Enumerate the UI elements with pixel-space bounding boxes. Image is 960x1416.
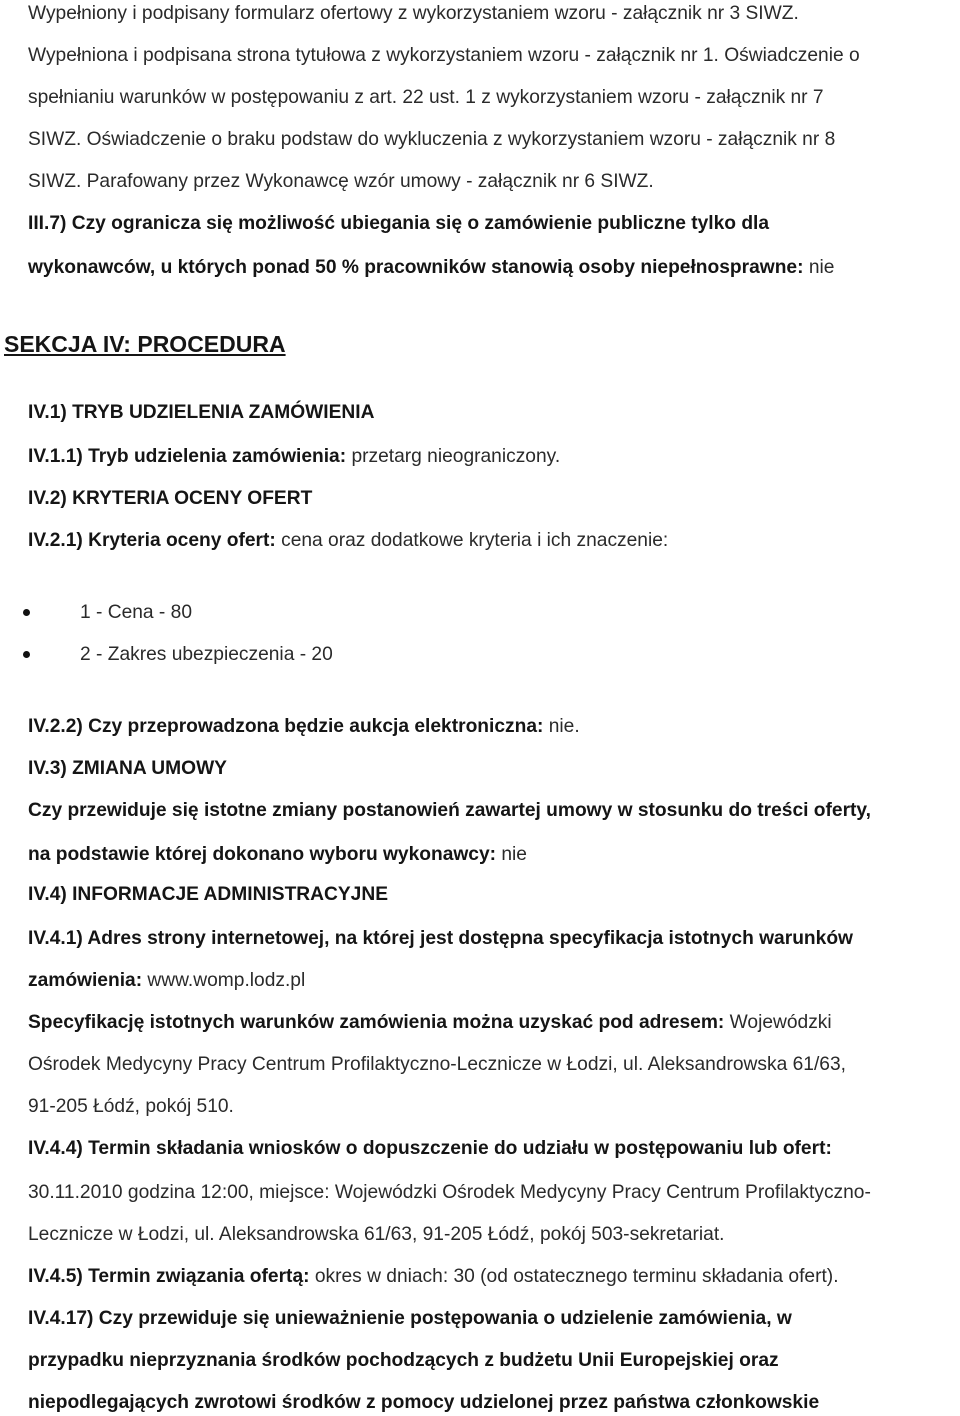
website-url: www.womp.lodz.pl bbox=[142, 970, 306, 991]
subsection-heading bbox=[28, 401, 374, 425]
question-line bbox=[28, 1391, 819, 1415]
subsection-label: IV.4) INFORMACJE ADMINISTRACYJNE bbox=[28, 884, 388, 905]
question-line bbox=[28, 715, 580, 739]
answer-value: nie bbox=[803, 257, 835, 278]
answer-value: okres w dniach: 30 (od ostatecznego terminu składania ofert). bbox=[309, 1266, 839, 1287]
question-label: niepodlegających zwrotowi środków z pomocy udzielonej przez państwa członkowskie bbox=[28, 1392, 820, 1413]
question-line bbox=[28, 927, 853, 951]
question-line bbox=[28, 1349, 779, 1373]
question-line bbox=[28, 1307, 792, 1331]
subsection-label: IV.2) KRYTERIA OCENY OFERT bbox=[28, 488, 313, 509]
question-label: IV.1.1) Tryb udzielenia zamówienia: bbox=[28, 446, 347, 467]
text-line: spełnianiu warunków w postępowaniu z art. 22 ust. 1 z wykorzystaniem wzoru - załącznik nr 7 bbox=[28, 87, 824, 108]
answer-value: nie bbox=[496, 844, 527, 865]
question-label: III.7) Czy ogranicza się możliwość ubiegania się o zamówienie publiczne tylko dla bbox=[28, 213, 770, 234]
question-line bbox=[28, 1137, 832, 1161]
section-heading: SEKCJA IV: PROCEDURA bbox=[4, 331, 286, 357]
question-label: na podstawie której dokonano wyboru wykonawcy: bbox=[28, 844, 497, 865]
question-label: Specyfikację istotnych warunków zamówienia można uzyskać pod adresem: bbox=[28, 1012, 725, 1033]
answer-value: przetarg nieograniczony. bbox=[346, 446, 561, 467]
answer-value: cena oraz dodatkowe kryteria i ich znaczenie: bbox=[275, 530, 669, 551]
question-line bbox=[28, 799, 871, 823]
question-line bbox=[28, 445, 560, 469]
subsection-label: IV.1) TRYB UDZIELENIA ZAMÓWIENIA bbox=[28, 402, 375, 423]
question-label: wykonawców, u których ponad 50 % pracowników stanowią osoby niepełnosprawne: bbox=[28, 257, 804, 278]
question-label: przypadku nieprzyznania środków pochodzących z budżetu Unii Europejskiej oraz bbox=[28, 1350, 779, 1371]
question-line bbox=[28, 212, 769, 236]
question-label: IV.4.5) Termin związania ofertą: bbox=[28, 1266, 310, 1287]
question-line bbox=[28, 1011, 832, 1035]
question-label: IV.4.1) Adres strony internetowej, na której jest dostępna specyfikacja istotnych warunków bbox=[28, 928, 853, 949]
list-item: 1 - Cena - 80 bbox=[80, 602, 192, 623]
question-label: IV.4.4) Termin składania wniosków o dopuszczenie do udziału w postępowaniu lub ofert: bbox=[28, 1138, 832, 1159]
text-line: 91-205 Łódź, pokój 510. bbox=[28, 1096, 234, 1117]
subsection-label: IV.3) ZMIANA UMOWY bbox=[28, 758, 227, 779]
text-line: Lecznicze w Łodzi, ul. Aleksandrowska 61/63, 91-205 Łódź, pokój 503-sekretariat. bbox=[28, 1224, 725, 1245]
question-line bbox=[28, 256, 834, 280]
text-line: Ośrodek Medycyny Pracy Centrum Profilaktyczno-Lecznicze w Łodzi, ul. Aleksandrowska 61/63, bbox=[28, 1054, 846, 1075]
question-label: IV.4.17) Czy przewiduje się unieważnienie postępowania o udzielenie zamówienia, w bbox=[28, 1308, 792, 1329]
question-line bbox=[28, 969, 305, 993]
question-line bbox=[28, 1265, 839, 1289]
question-line bbox=[28, 529, 668, 553]
text-line: SIWZ. Parafowany przez Wykonawcę wzór umowy - załącznik nr 6 SIWZ. bbox=[28, 171, 654, 192]
list-item: 2 - Zakres ubezpieczenia - 20 bbox=[80, 644, 333, 665]
subsection-heading bbox=[28, 883, 388, 907]
question-line bbox=[28, 843, 527, 867]
text-line: Wypełniony i podpisany formularz ofertowy z wykorzystaniem wzoru - załącznik nr 3 SIWZ. bbox=[28, 3, 799, 24]
subsection-heading bbox=[28, 487, 312, 511]
question-label: IV.2.2) Czy przeprowadzona będzie aukcja elektroniczna: bbox=[28, 716, 544, 737]
question-label: Czy przewiduje się istotne zmiany postanowień zawartej umowy w stosunku do treści oferty, bbox=[28, 800, 872, 821]
question-label: IV.2.1) Kryteria oceny ofert: bbox=[28, 530, 276, 551]
question-label: zamówienia: bbox=[28, 970, 143, 991]
bullet-icon bbox=[23, 609, 30, 616]
text-line: SIWZ. Oświadczenie o braku podstaw do wykluczenia z wykorzystaniem wzoru - załącznik nr 8 bbox=[28, 129, 836, 150]
answer-value: Wojewódzki bbox=[724, 1012, 832, 1033]
answer-value: nie. bbox=[543, 716, 580, 737]
subsection-heading bbox=[28, 757, 227, 781]
text-line: Wypełniona i podpisana strona tytułowa z wykorzystaniem wzoru - załącznik nr 1. Oświadczenie o bbox=[28, 45, 860, 66]
bullet-icon bbox=[23, 651, 30, 658]
text-line: 30.11.2010 godzina 12:00, miejsce: Wojewódzki Ośrodek Medycyny Pracy Centrum Profilaktyczno- bbox=[28, 1182, 871, 1203]
